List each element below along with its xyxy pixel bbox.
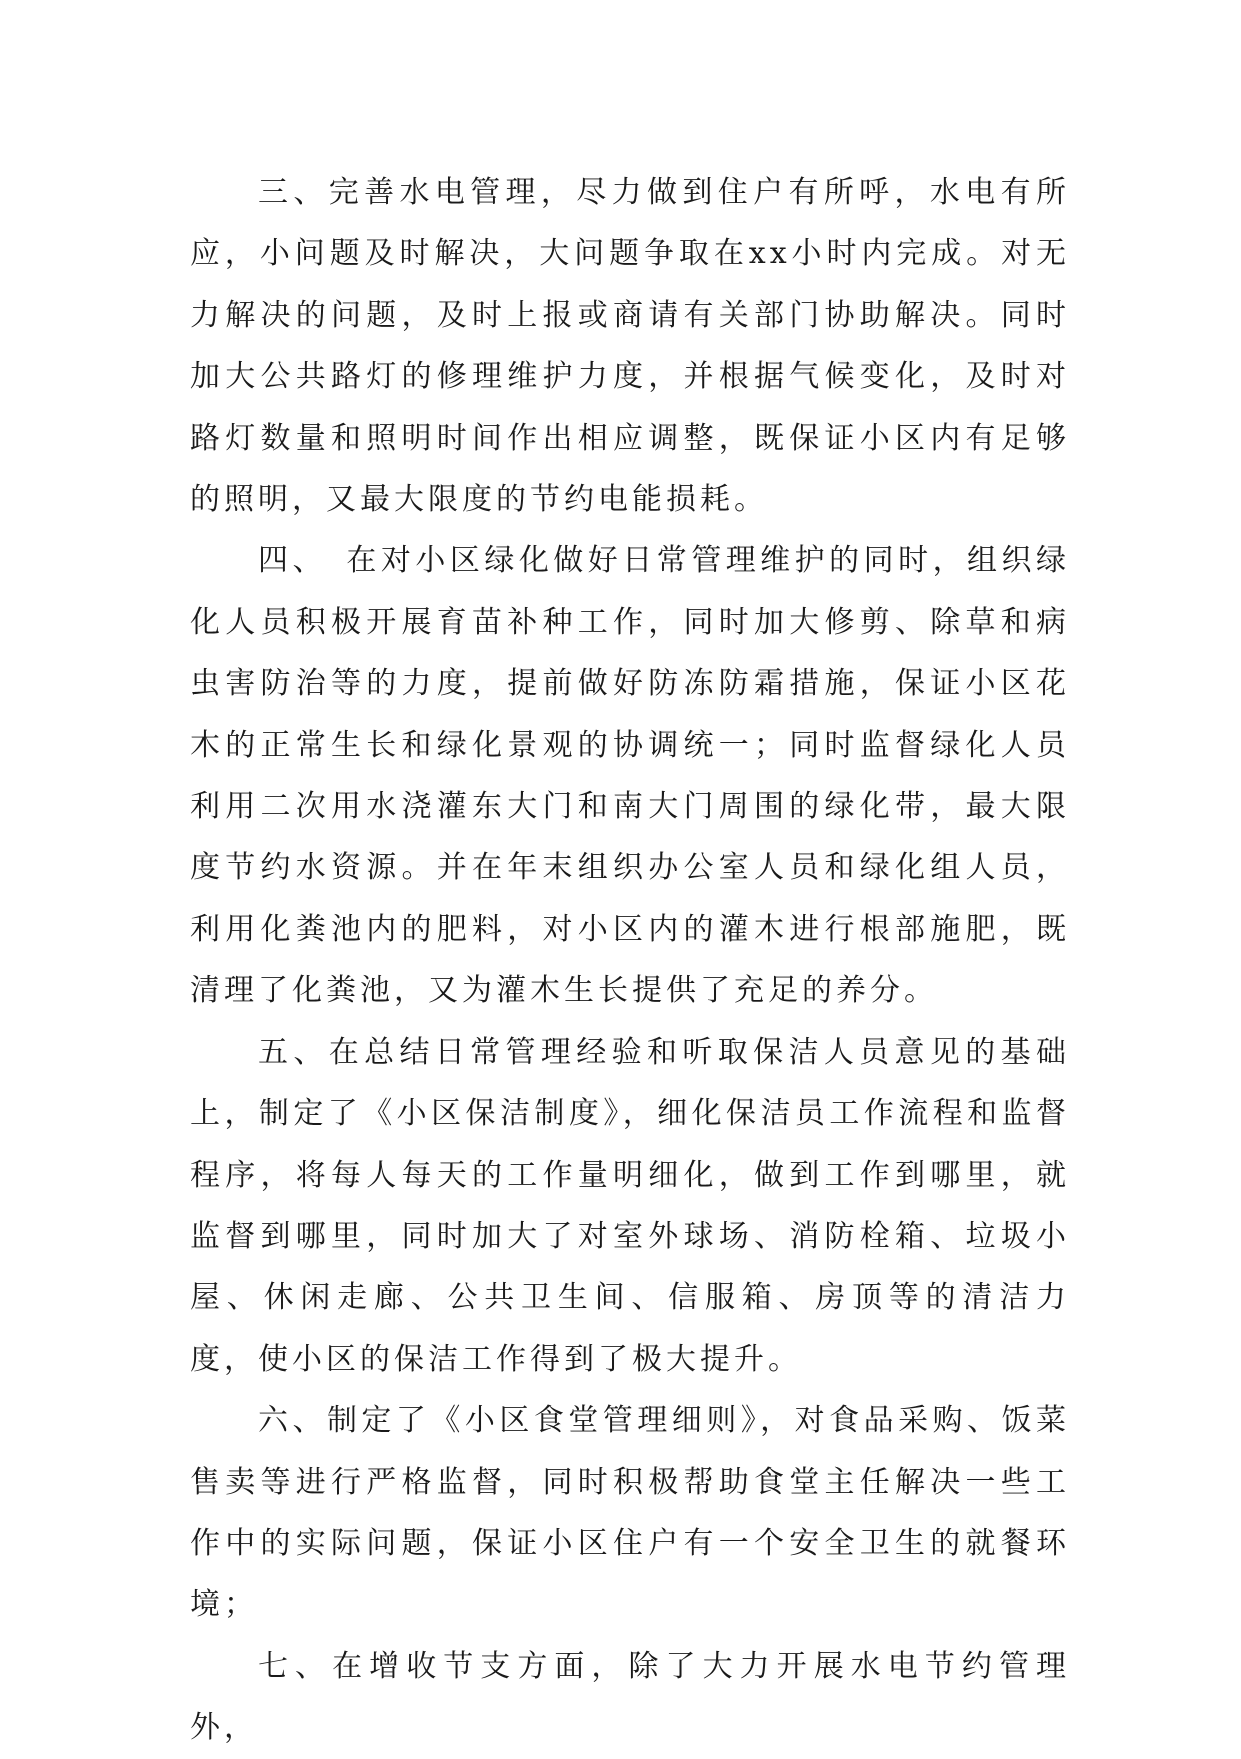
paragraph-greening: 四、 在对小区绿化做好日常管理维护的同时，组织绿化人员积极开展育苗补种工作，同时加大修剪、除草和病虫害防治等的力度，提前做好防冻防霜措施，保证小区花木的正常生长和绿化景观的协调统一；同时监督绿化人员利用二次用水浇灌东大门和南大门周围的绿化带，最大限度节约水资源。并在年末组织办公室人员和绿化组人员，利用化粪池内的肥料，对小区内的灌木进行根部施肥，既清理了化粪池，又为灌木生长提供了充足的养分。: [190, 543, 1070, 1009]
paragraph-water-electricity: 三、完善水电管理，尽力做到住户有所呼，水电有所应，小问题及时解决，大问题争取在xx小时内完成。对无力解决的问题，及时上报或商请有关部门协助解决。同时加大公共路灯的修理维护力度，并根据气候变化，及时对路灯数量和照明时间作出相应调整，既保证小区内有足够的照明，又最大限度的节约电能损耗。: [190, 175, 1070, 518]
document-body: [190, 162, 1070, 1759]
paragraph-cost-saving: 七、在增收节支方面，除了大力开展水电节约管理外，: [190, 1648, 1070, 1746]
paragraph-canteen: 六、制定了《小区食堂管理细则》，对食品采购、饭菜售卖等进行严格监督，同时积极帮助食堂主任解决一些工作中的实际问题，保证小区住户有一个安全卫生的就餐环境；: [190, 1403, 1070, 1623]
paragraph-cleaning: 五、在总结日常管理经验和听取保洁人员意见的基础上，制定了《小区保洁制度》，细化保洁员工作流程和监督程序，将每人每天的工作量明细化，做到工作到哪里，就监督到哪里，同时加大了对室外球场、消防栓箱、垃圾小屋、休闲走廊、公共卫生间、信服箱、房顶等的清洁力度，使小区的保洁工作得到了极大提升。: [190, 1034, 1070, 1377]
